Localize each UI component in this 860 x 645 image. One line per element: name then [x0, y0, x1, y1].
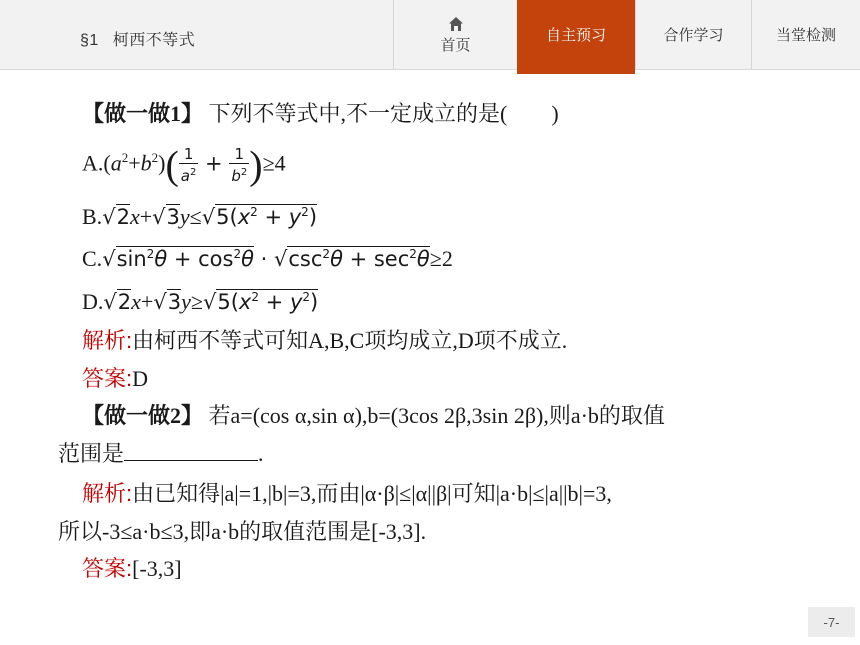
- q2-analysis-line1-text: 由已知得|a|=1,|b|=3,而由|α·β|≤|α||β|可知|a·b|≤|a||b|=3,: [132, 481, 612, 506]
- q2-analysis-line2: [58, 514, 426, 550]
- q1-answer: [82, 361, 148, 397]
- q1-option-c: $C.√\sin^2\theta + \cos^2\theta \cdot √\csc^2\theta + \sec^2\theta\ge 2$: [82, 246, 453, 271]
- q2-stem-line1-text: 若a=(cos α,sin α),b=(3cos 2β,3sin 2β),则a·b的取值: [208, 403, 665, 428]
- q1-option-d-rel: ≥: [190, 289, 203, 314]
- nav-tab-cooperative[interactable]: [635, 0, 751, 70]
- page-number-text: -7-: [823, 614, 840, 630]
- q2-tag: 【做一做2】: [82, 403, 204, 428]
- q1-option-a-rel: ≥4: [262, 150, 286, 176]
- q1-option-a: $A.(a^2+b^2)$( $\frac{1}{a^2}$ + $\frac{1}{b^2}$ )≥4: [82, 142, 286, 188]
- q1-stem-end: ): [551, 101, 559, 126]
- q2-answer-text: [-3,3]: [132, 556, 182, 581]
- q1-option-b: $B.√2x+√3y\le√5(x^2 + y^2)$: [82, 204, 318, 229]
- section-title-text: 柯西不等式: [112, 32, 196, 49]
- q1-analysis: [82, 323, 567, 359]
- nav-home-button[interactable]: [393, 0, 517, 70]
- nav-tab-self-study[interactable]: [517, 0, 635, 74]
- q1-analysis-label: 解析:: [82, 328, 133, 353]
- section-number: §1: [80, 32, 99, 49]
- q2-stem-line2-end: .: [258, 441, 264, 466]
- q2-analysis-line2-text: 所以-3≤a·b≤3,即a·b的取值范围是[-3,3].: [58, 519, 427, 544]
- q2-answer-label: 答案:: [82, 556, 133, 581]
- q1-option-d: $D.√2x+√3y\ge√5(x^2 + y^2)$: [82, 289, 319, 314]
- page-number: [808, 607, 855, 637]
- q2-answer-blank: [124, 438, 258, 461]
- q1-stem: [82, 96, 559, 132]
- q1-analysis-text: 由柯西不等式可知A,B,C项均成立,D项不成立.: [132, 328, 568, 353]
- q1-option-b-label: B.: [82, 204, 103, 229]
- q2-answer: [82, 551, 182, 587]
- q2-analysis-label: 解析:: [82, 481, 133, 506]
- q1-option-c-rel: ≥2: [429, 246, 453, 271]
- q2-stem-line1: [82, 398, 665, 434]
- nav-tab-cooperative-label: 合作学习: [663, 27, 724, 44]
- q1-option-b-rel: ≤: [189, 204, 202, 229]
- q1-answer-label: 答案:: [82, 366, 133, 391]
- q1-option-a-label: A.(: [82, 150, 111, 176]
- q1-tag: 【做一做1】: [82, 101, 204, 126]
- home-icon: [448, 16, 464, 32]
- q2-analysis-line1: [82, 476, 612, 512]
- nav-home-label: 首页: [440, 36, 471, 54]
- nav-tab-test-label: 当堂检测: [775, 27, 836, 44]
- nav-tab-self-study-label: 自主预习: [545, 27, 606, 44]
- top-bar: [0, 0, 860, 70]
- q1-option-d-label: D.: [82, 289, 104, 314]
- section-title: [80, 27, 195, 50]
- q1-option-c-label: C.: [82, 246, 103, 271]
- q2-stem-line2-prefix: 范围是: [58, 441, 125, 466]
- q1-answer-text: D: [132, 366, 149, 391]
- nav-tab-test[interactable]: [751, 0, 860, 70]
- q1-stem-text: 下列不等式中,不一定成立的是(: [208, 101, 508, 126]
- q2-stem-line2: [58, 436, 264, 472]
